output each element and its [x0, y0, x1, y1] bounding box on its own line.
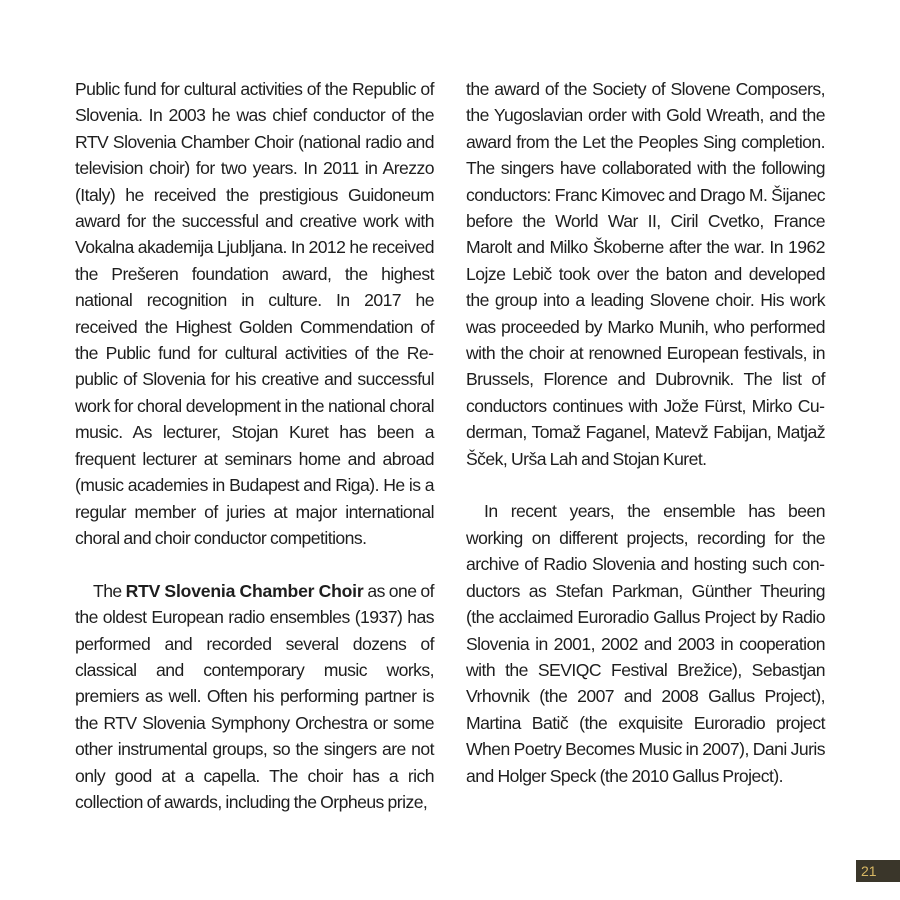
paragraph-text: as one of the oldest European radio ensembles (1937) has performed and recorded several dozens of classical and contemporary music works, premiers as well. Often his performing partner is the RTV Slovenia Symphony Orchestra or some other instrumental groups, so the singers are not only good at a capella. The choir has a rich collection of awards, including the Orpheus prize,: [75, 580, 434, 812]
right-column: [466, 76, 825, 789]
page-number: 21: [856, 860, 900, 882]
choir-name: RTV Slovenia Chamber Choir: [125, 580, 364, 601]
paragraph-lead: The: [93, 580, 126, 601]
choir-intro-paragraph: [75, 578, 434, 816]
left-column: [75, 76, 434, 815]
body-paragraph: Public fund for cultural activities of the Republic of Slovenia. In 2003 he was chief conductor of the RTV Slovenia Chamber Choir (national radio and television choir) for two years. In 2011 in Arezzo (Italy) he received the prestigious Guidoneum award for the successful and creative work with Vokalna akademija Ljubljana. In 2012 he received the Prešeren foundation award, the highest national recognition in culture. In 2017 he received the Highest Golden Commendation of the Public fund for cultural activities of the Republic of Slovenia for his creative and successful work for choral development in the national choral music. As lecturer, Stojan Kuret has been a frequent lecturer at seminars home and abroad (music academies in Budapest and Riga). He is a regular member of juries at major international choral and choir conductor competitions.: [75, 79, 434, 548]
body-paragraph: the award of the Society of Slovene Composers, the Yugoslavian order with Gold Wreath, and the award from the Let the Peoples Sing completion. The singers have collaborated with the following conductors: Franc Kimovec and Drago M. Šijanec before the World War II, Ciril Cvetko, France Marolt and Milko Škoberne after the war. In 1962 Lojze Lebič took over the baton and developed the group into a leading Slovene choir. His work was proceeded by Marko Munih, who performed with the choir at renowned European festivals, in Brussels, Florence and Dubrovnik. The list of conductors continues with Jože Fürst, Mirko Cuderman, Tomaž Faganel, Matevž Fabijan, Matjaž Šček, Urša Lah and Stojan Kuret.: [466, 79, 825, 469]
body-paragraph: In recent years, the ensemble has been working on different projects, recording for the archive of Radio Slovenia and hosting such conductors as Stefan Parkman, Günther Theuring (the acclaimed Euroradio Gallus Project by Radio Slovenia in 2001, 2002 and 2003 in cooperation with the SEVIQC Festival Brežice), Sebastjan Vrhovnik (the 2007 and 2008 Gallus Project), Martina Batič (the exquisite Euroradio project When Poetry Becomes Music in 2007), Dani Juris and Holger Speck (the 2010 Gallus Project).: [466, 501, 825, 786]
